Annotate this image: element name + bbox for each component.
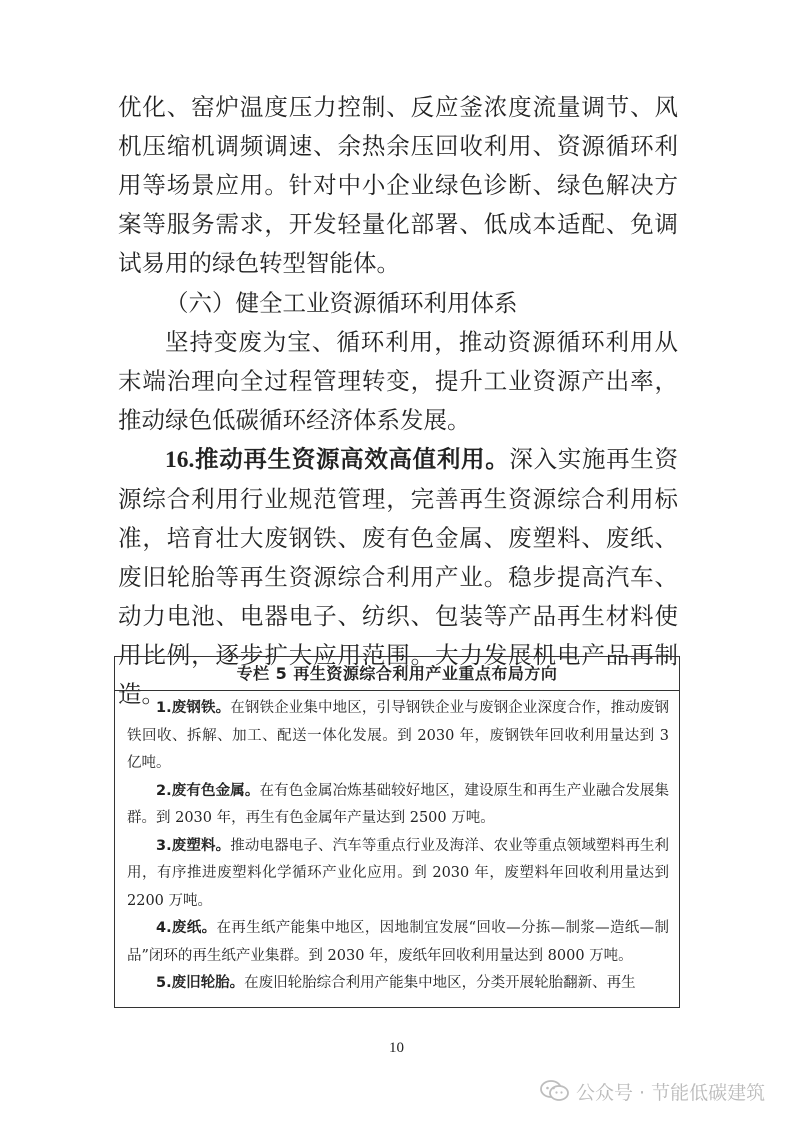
- box-title: 专栏 5 再生资源综合利用产业重点布局方向: [115, 657, 679, 691]
- body-text: [118, 88, 678, 714]
- box-item-text: 在有色金属冶炼基础较好地区，建设原生和再生产业融合发展集群。到 2030 年，再生有色金属年产量达到 2500 万吨。: [127, 782, 669, 826]
- item-text: 深入实施再生资源综合利用行业规范管理，完善再生资源综合利用标准，培育壮大废钢铁、废有色金属、废塑料、废纸、废旧轮胎等再生资源综合利用产业。稳步提高汽车、动力电池、电器电子、纺织、包装等产品再生材料使用比例，逐步扩大应用范围。大力发展机电产品再制造。: [118, 445, 679, 708]
- column-box: [114, 656, 680, 1008]
- box-item-tag: 2.废有色金属。: [156, 782, 260, 799]
- watermark-text: 公众号 · 节能低碳建筑: [576, 1081, 766, 1104]
- page-number: 10: [389, 1040, 404, 1056]
- box-item-tag: 5.废旧轮胎。: [156, 975, 245, 991]
- box-item-text: 推动电器电子、汽车等重点行业及海洋、农业等重点领域塑料再生利用，有序推进废塑料化学循环产业化应用。到 2030 年，废塑料年回收利用量达到 2200 万吨。: [127, 837, 669, 909]
- box-item-text: 在钢铁企业集中地区，引导钢铁企业与废钢企业深度合作，推动废钢铁回收、拆解、加工、配送一体化发展。到 2030 年，废钢铁年回收利用量达到 3 亿吨。: [127, 700, 669, 771]
- box-item-tag: 4.废纸。: [156, 920, 217, 936]
- paragraph-continuation: 优化、窑炉温度压力控制、反应釜浓度流量调节、风机压缩机调频调速、余热余压回收利用、资源循环利用等场景应用。针对中小企业绿色诊断、绿色解决方案等服务需求，开发轻量化部署、低成本适配、免调试易用的绿色转型智能体。: [118, 93, 678, 277]
- box-item: [127, 915, 669, 970]
- box-item: [127, 833, 669, 916]
- box-item: [127, 778, 669, 833]
- wechat-icon: [540, 1080, 570, 1102]
- item-lead: 推动再生资源高效高值利用。: [194, 445, 510, 473]
- box-body: [115, 691, 679, 998]
- box-item-text: 在废旧轮胎综合利用产能集中地区，分类开展轮胎翻新、再生: [244, 975, 636, 991]
- section-heading: （六）健全工业资源循环利用体系: [165, 289, 518, 317]
- box-item-text: 在再生纸产能集中地区，因地制宜发展“回收—分拣—制浆—造纸—制品”闭环的再生纸产业集群。到 2030 年，废纸年回收利用量达到 8000 万吨。: [127, 920, 669, 964]
- paragraph-intro: 坚持变废为宝、循环利用，推动资源循环利用从末端治理向全过程管理转变，提升工业资源产出率，推动绿色低碳循环经济体系发展。: [118, 328, 678, 434]
- box-item: [127, 970, 669, 998]
- watermark: [540, 1076, 765, 1106]
- box-item-tag: 1.废钢铁。: [156, 700, 231, 716]
- item-number: 16.: [165, 447, 195, 473]
- box-item-tag: 3.废塑料。: [156, 837, 231, 854]
- box-item: [127, 695, 669, 778]
